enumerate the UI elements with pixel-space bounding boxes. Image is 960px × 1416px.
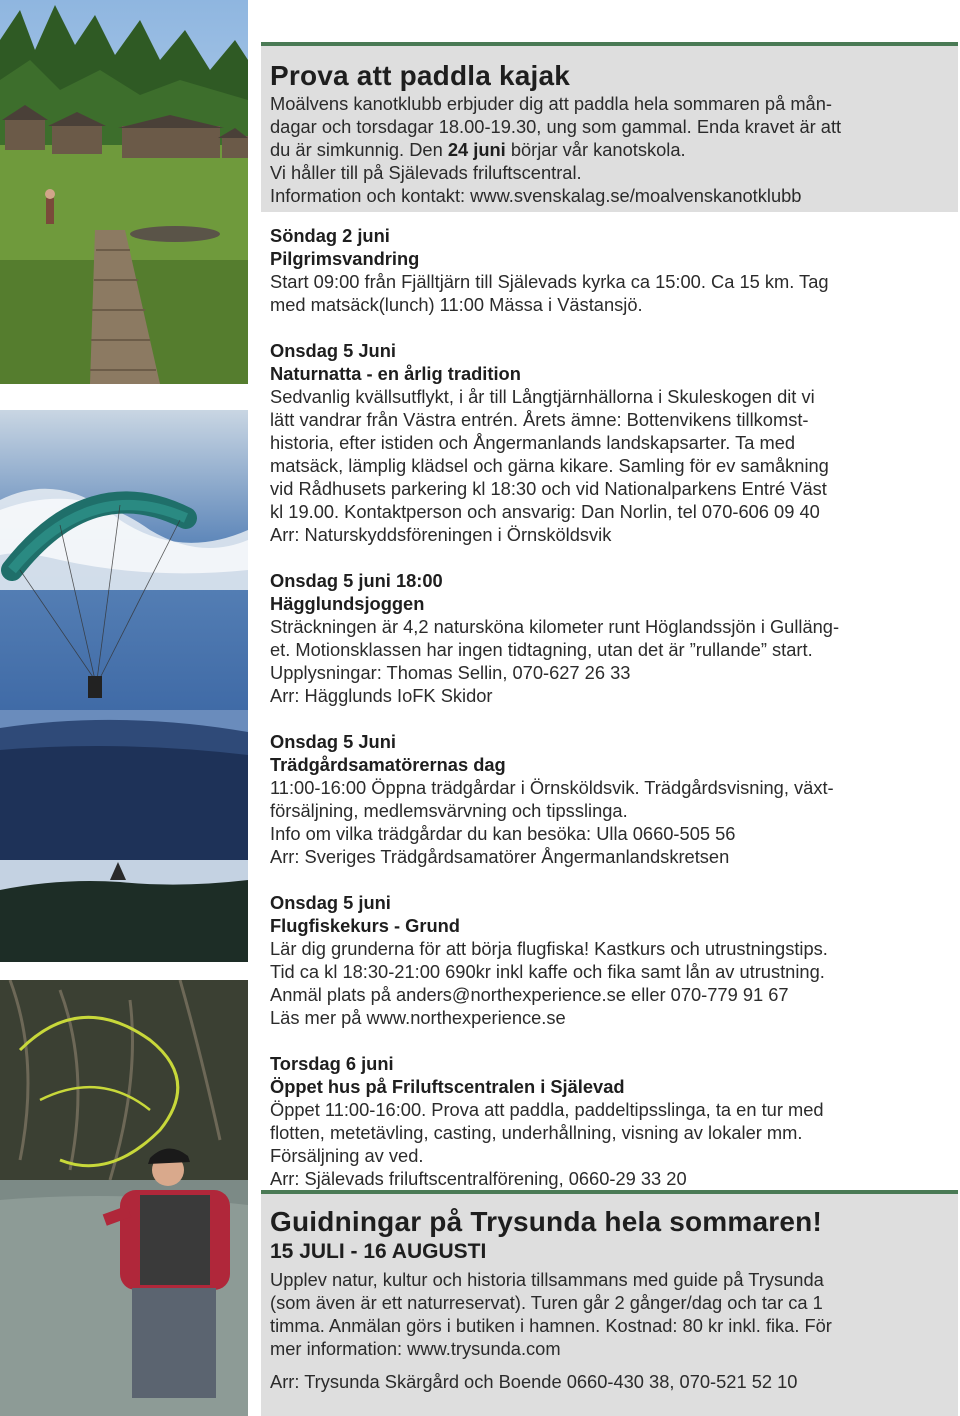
event-date: Onsdag 5 juni [270, 892, 391, 913]
kajak-line: Vi håller till på Själevads friluftscentral. [270, 162, 582, 183]
event-date: Onsdag 5 juni 18:00 [270, 570, 443, 591]
kajak-contact: Information och kontakt: www.svenskalag.se/moalvenskanotklubb [270, 185, 802, 206]
event-flugfiskekurs [270, 891, 950, 1029]
event-line: med matsäck(lunch) 11:00 Mässa i Västansjö. [270, 294, 643, 315]
event-line: Start 09:00 från Fjälltjärn till Själevads kyrka ca 15:00. Ca 15 km. Tag [270, 271, 829, 292]
event-line: Lär dig grunderna för att börja flugfiska! Kastkurs och utrustningstips. [270, 938, 828, 959]
event-body [270, 937, 950, 1029]
event-date: Onsdag 5 Juni [270, 340, 396, 361]
event-line: Upplysningar: Thomas Sellin, 070-627 26 33 [270, 662, 631, 683]
event-date: Onsdag 5 Juni [270, 731, 396, 752]
event-line: Anmäl plats på anders@northexperience.se eller 070-779 91 67 [270, 984, 789, 1005]
event-line: Tid ca kl 18:30-21:00 690kr inkl kaffe och fika samt lån av utrustning. [270, 961, 825, 982]
photo-fly-fisherman [0, 980, 248, 1416]
event-line: 11:00-16:00 Öppna trädgårdar i Örnsköldsvik. Trädgårdsvisning, växt- [270, 777, 834, 798]
event-naturnatta [270, 339, 950, 546]
event-line: vid Rådhusets parkering kl 18:30 och vid Nationalparkens Entré Väst [270, 478, 827, 499]
event-body [270, 270, 950, 316]
event-line: Sträckningen är 4,2 natursköna kilometer runt Höglandssjön i Gulläng- [270, 616, 840, 637]
event-body [270, 1098, 950, 1190]
event-hagglundsjoggen [270, 569, 950, 707]
trysunda-title: Guidningar på Trysunda hela sommaren! [270, 1206, 822, 1237]
event-list [270, 224, 950, 1213]
kajak-title: Prova att paddla kajak [270, 60, 571, 91]
kajak-line: Moälvens kanotklubb erbjuder dig att paddla hela sommaren på mån- [270, 93, 832, 114]
event-tradgardsamatorer [270, 730, 950, 868]
trysunda-line: (som även är ett naturreservat). Turen går 2 gånger/dag och tar ca 1 [270, 1292, 823, 1313]
event-line: Arr: Naturskyddsföreningen i Örnsköldsvik [270, 524, 612, 545]
event-line: Arr: Själevads friluftscentralförening, 0660-29 33 20 [270, 1168, 687, 1189]
event-title: Naturnatta - en årlig tradition [270, 363, 521, 384]
trysunda-line: timma. Anmälan görs i butiken i hamnen. Kostnad: 80 kr inkl. fika. För [270, 1315, 832, 1336]
event-line: matsäck, lämplig klädsel och gärna kikare. Samling för ev samåkning [270, 455, 829, 476]
event-oppet-hus [270, 1052, 950, 1190]
event-title: Öppet hus på Friluftscentralen i Själevad [270, 1076, 625, 1097]
event-title: Flugfiskekurs - Grund [270, 915, 460, 936]
event-line: Arr: Sveriges Trädgårdsamatörer Ångermanlandskretsen [270, 846, 730, 867]
event-date: Söndag 2 juni [270, 225, 390, 246]
event-date: Torsdag 6 juni [270, 1053, 394, 1074]
photo-paraglider [0, 410, 248, 962]
kajak-text: du är simkunnig. Den [270, 139, 448, 160]
kajak-box [261, 42, 958, 212]
event-line: Info om vilka trädgårdar du kan besöka: Ulla 0660-505 56 [270, 823, 736, 844]
trysunda-dates: 15 JULI - 16 AUGUSTI [270, 1240, 487, 1263]
event-line: Arr: Hägglunds IoFK Skidor [270, 685, 493, 706]
kajak-line [270, 138, 950, 161]
event-line: försäljning, medlemsvärvning och tipsslinga. [270, 800, 628, 821]
kajak-date-highlight: 24 juni [447, 139, 506, 160]
event-title: Trädgårdsamatörernas dag [270, 754, 506, 775]
event-line: historia, efter istiden och Ångermanlands landskapsarter. Ta med [270, 432, 796, 453]
kajak-text: börjar vår kanotskola. [505, 139, 686, 160]
event-line: lätt vandrar från Västra entrén. Årets ämne: Bottenvikens tillkomst- [270, 409, 809, 430]
event-line: et. Motionsklassen har ingen tidtagning, utan det är ”rullande” start. [270, 639, 813, 660]
event-line: Öppet 11:00-16:00. Prova att paddla, paddeltipsslinga, ta en tur med [270, 1099, 824, 1120]
trysunda-organizer: Arr: Trysunda Skärgård och Boende 0660-430 38, 070-521 52 10 [270, 1371, 798, 1392]
trysunda-box [261, 1190, 958, 1416]
trysunda-line: mer information: www.trysunda.com [270, 1338, 561, 1359]
event-body [270, 385, 950, 546]
event-title: Pilgrimsvandring [270, 248, 420, 269]
kajak-line: dagar och torsdagar 18.00-19.30, ung som gammal. Enda kravet är att [270, 116, 842, 137]
event-line: Läs mer på www.northexperience.se [270, 1007, 566, 1028]
event-line: flotten, metetävling, casting, underhållning, visning av lokaler mm. [270, 1122, 803, 1143]
event-line: kl 19.00. Kontaktperson och ansvarig: Dan Norlin, tel 070-606 09 40 [270, 501, 820, 522]
photo-column [0, 0, 248, 1416]
event-line: Försäljning av ved. [270, 1145, 424, 1166]
event-body [270, 615, 950, 707]
event-body [270, 776, 950, 868]
event-line: Sedvanlig kvällsutflykt, i år till Långtjärnhällorna i Skuleskogen dit vi [270, 386, 815, 407]
trysunda-line: Upplev natur, kultur och historia tillsammans med guide på Trysunda [270, 1269, 824, 1290]
event-pilgrimsvandring [270, 224, 950, 316]
photo-village-boardwalk [0, 0, 248, 384]
event-title: Hägglundsjoggen [270, 593, 425, 614]
